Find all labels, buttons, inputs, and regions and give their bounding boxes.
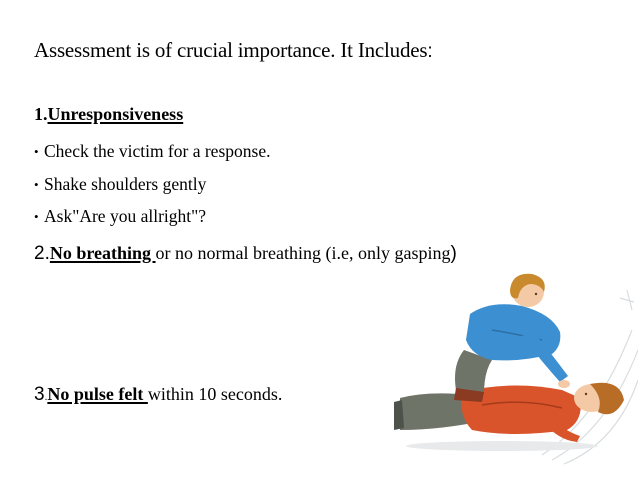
bullet-item-2 xyxy=(34,174,206,195)
section-1-heading xyxy=(34,104,183,125)
section-3-text: within 10 seconds. xyxy=(147,384,283,404)
rescuer-figure xyxy=(454,274,570,402)
section-3 xyxy=(34,384,282,406)
section-3-title: No pulse felt xyxy=(47,384,148,404)
section-2-close: ) xyxy=(450,243,457,264)
section-3-number: 3 xyxy=(34,384,45,405)
section-3-dot: . xyxy=(44,392,48,403)
section-2-number: 2. xyxy=(34,243,50,264)
title-colon: : xyxy=(427,41,433,62)
title-text: Assessment is of crucial importance. It Includes xyxy=(34,38,428,62)
bullet-text-2: Shake shoulders gently xyxy=(44,174,207,194)
slide-title xyxy=(34,38,432,63)
section-2-title: No breathing xyxy=(49,243,156,263)
bullet-item-1 xyxy=(34,141,270,162)
section-2-text: or no normal breathing (i.e, only gasping xyxy=(155,243,451,263)
section-1-title: Unresponsiveness xyxy=(47,104,184,124)
bullet-icon: • xyxy=(34,144,39,159)
bullet-item-3 xyxy=(34,206,206,227)
cpr-rescuer-checking-victim-icon xyxy=(392,270,638,470)
bullet-icon: • xyxy=(34,177,39,192)
ground-shadow xyxy=(406,441,598,451)
bullet-icon: • xyxy=(34,209,39,224)
victim-figure xyxy=(394,383,624,442)
bullet-text-3: Ask"Are you allright"? xyxy=(44,206,207,226)
bullet-text-1: Check the victim for a response. xyxy=(44,141,271,161)
section-1-number: 1. xyxy=(34,104,48,124)
section-2 xyxy=(34,243,457,265)
